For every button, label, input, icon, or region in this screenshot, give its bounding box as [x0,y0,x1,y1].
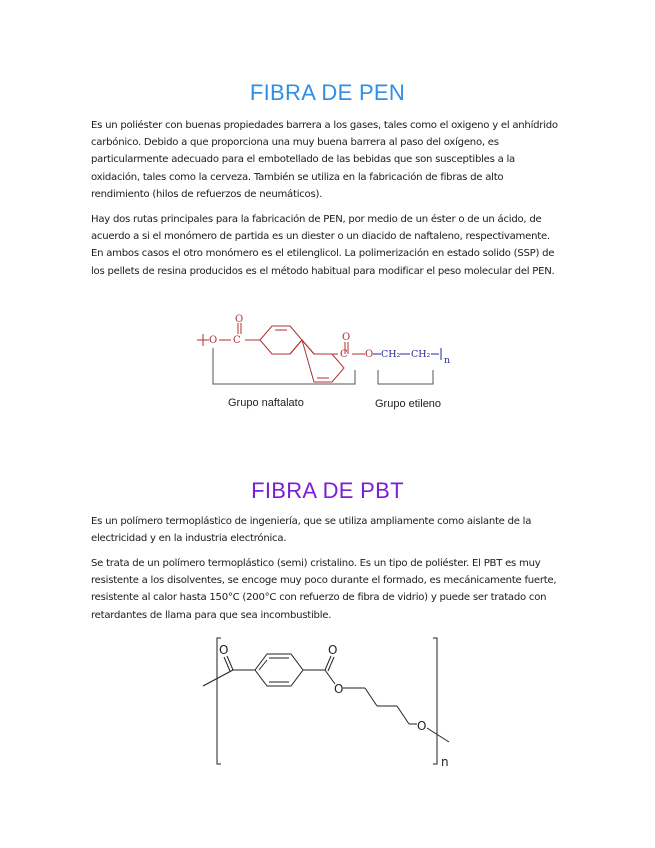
pen-atom-c-1: C [233,335,241,346]
pbt-subscript-n: n [441,755,449,769]
pbt-structure-diagram [195,632,465,772]
pen-ch2-2: CH₂ [411,349,431,360]
pbt-title: FIBRA DE PBT [251,478,404,503]
pen-atom-c-2: C [340,349,348,360]
pen-paragraph-1: Es un poliéster con buenas propiedades barrera a los gases, tales como el oxigeno y el anhídrido carbónico. Debido a que proporciona una muy buena barrera al paso del oxígeno, es particularmente adecuado para el embotellado de las bebidas que son susceptibles a la oxidación, tales como la cerveza. También se utiliza en la fabricación de fibras de alto rendimiento (hilos de refuerzos de neumáticos). [91,120,558,200]
label-grupo-naftalato: Grupo naftalato [228,397,304,409]
pen-atom-o-4: O [365,349,374,360]
pbt-atom-o-1: O [219,643,229,657]
pen-atom-o-2: O [235,314,244,325]
pen-title: FIBRA DE PEN [249,80,406,105]
pbt-atom-o-3: O [334,682,344,696]
pbt-paragraph-1: Es un polímero termoplástico de ingeniería, que se utiliza ampliamente como aislante de la electricidad y en la industria electrónica. [91,516,532,545]
pen-atom-o-1: O [209,335,218,346]
pbt-paragraph-2: Se trata de un polímero termoplástico (semi) cristalino. Es un tipo de poliéster. El PBT es muy resistente a los disolventes, se encoge muy poco durante el formado, es mecánicamente fuerte, resistente al calor hasta 150°C (200°C con refuerzo de fibra de vidrio) y puede ser tratado con retardantes de llama para que sea incombustible. [91,558,557,621]
pen-ch2-1: CH₂ [381,349,401,360]
pen-structure-diagram [195,308,465,418]
label-grupo-etileno: Grupo etileno [375,398,442,410]
pbt-atom-o-4: O [417,719,427,733]
pen-atom-o-3: O [342,332,351,343]
pbt-atom-o-2: O [328,643,338,657]
pen-paragraph-2: Hay dos rutas principales para la fabricación de PEN, por medio de un éster o de un ácido, de acuerdo a si el monómero de partida es un diester o un diacido de naftaleno, respectivamente. En ambos casos el otro monómero es el etilenglicol. La polimerización en estado solido (SSP) de los pellets de resina producidos es el método habitual para modificar el peso molecular del PEN. [91,214,555,277]
pen-subscript-n: n [444,355,451,366]
